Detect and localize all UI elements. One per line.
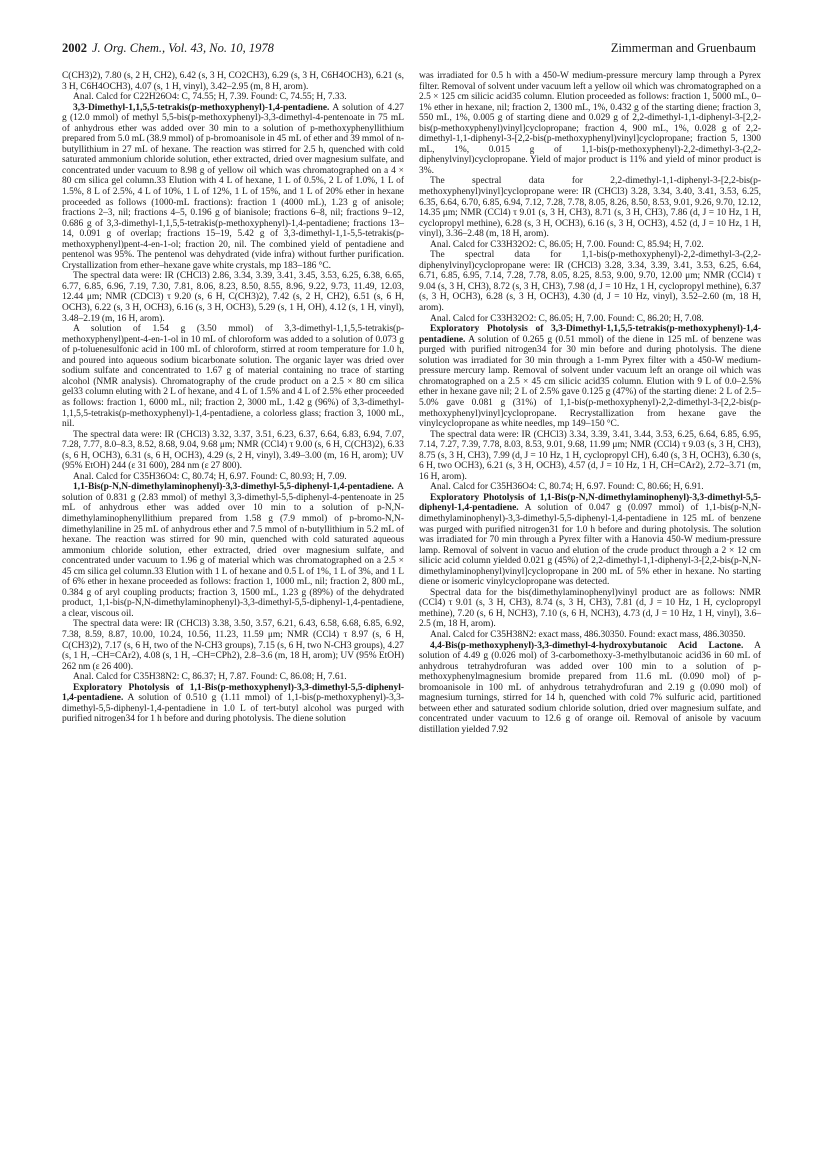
- paragraph-text: C(CH3)2), 7.80 (s, 2 H, CH2), 6.42 (s, 3 H, CO2CH3), 6.29 (s, 3 H, C6H4OCH3), 6.21 (s, 3 H, C6H4OCH3), 4.07 (s, 1 H, vinyl), 3.42–2.95 (m, 8 H, arom).: [62, 71, 404, 92]
- paragraph-text: Anal. Calcd for C35H38N2: exact mass, 486.30350. Found: exact mass, 486.30350.: [430, 629, 746, 640]
- paragraph: [419, 493, 761, 588]
- paragraph-text: A solution of 0.265 g (0.51 mmol) of the diene in 125 mL of benzene was purged with purified nitrogen34 for 30 min before and during photolysis. The diene solution was irradiated for 30 min through a 1-mm Pyrex filter with a 450-W medium-pressure mercury lamp. Removal of solvent under vacuum left an orange oil which was chromatographed on a 2.5 × 45 cm silicic acid35 column. Elution with 9 L of 0.0–2.5% ether in hexane gave nil; 2 L of 2.5% gave 0.125 g (47%) of the starting diene: 2 L of 2.5–5.0% gave 0.081 g (31%) of 1,1-bis(p-methoxyphenyl)-2,2-dimethyl-3-[2,2-bis(p-methoxyphenyl)vinyl]cyclopropane. Recrystallization from hexane gave the vinylcyclopropane as white needles, mp 149–150 °C.: [419, 334, 761, 430]
- paragraph: [419, 430, 761, 483]
- paragraph: [419, 250, 761, 313]
- paragraph-text: A solution of 1.54 g (3.50 mmol) of 3,3-dimethyl-1,1,5,5-tetrakis(p-methoxyphenyl)pent-4-en-1-ol in 10 mL of chloroform was added to a solution of 0.073 g of p-toluenesulfonic acid in 100 mL of chloroform, stirred at room temperature for 1.0 h, and poured into aqueous sodium bicarbonate solution. The organic layer was dried over sodium sulfate and concentrated to 1.67 g of material containing no trace of starting alcohol (NMR analysis). Chromatography of the crude product on a 2.5 × 80 cm silica gel33 column eluting with 2 L of hexane, and 4 L of 1.5% and 4 L of 2.5% ether proceeded as follows: fraction 1, 6000 mL, nil; fraction 2, 3000 mL, 1.42 g (96%) of 3,3-dimethyl-1,1,5,5-tetrakis(p-methoxyphenyl)-1,4-pentadiene, a colorless glass; fraction 3, 1000 mL, nil.: [62, 324, 404, 430]
- paragraph-text: A solution of 4.27 g (12.0 mmol) of methyl 5,5-bis(p-methoxyphenyl)-3,3-dimethyl-4-pentenoate in 75 mL of anhydrous ether was added over 30 min to a solution of p-methoxyphenyllithium prepared from 5.0 mL (38.9 mmol) of p-bromoanisole in 45 mL of ether and 39 mmol of n-butyllithium in 27 mL of hexane. The reaction was stirred for 2.5 h, quenched with cold saturated ammonium chloride solution, ether extracted, dried over magnesium sulfate, and concentrated under vacuum to 8.98 g of yellow oil which was chromatographed on a 4 × 80 cm silica gel column.33 Elution with 4 L of hexane, 1 L of 0.5%, 2 L of 1.0%, 1 L of 1.5%, 8 L of 2.5%, 4 L of 10%, 1 L of 12%, 1 L of 15%, and 1 L of 20% ether in hexane proceeded as follows (1000-mL fractions): fraction 1 (4000 mL), 1.23 g of anisole; fractions 2–3, nil; fractions 4–5, 0.196 g of bianisole; fractions 6–8, nil; fractions 9–12, 0.686 g of 3,3-dimethyl-1,1,5,5-tetrakis(p-methoxyphenyl)-1,4-pentadiene; fractions 13–14, 0.091 g of overlap; fractions 15–19, 5.42 g of 3,3-dimethyl-1,1-5,5-tetrakis(p-methoxyphenyl)pent-4-en-1-ol; fraction 20, nil. The combined yield of pentadiene and pentenol was 95%. The pentenol was dehydrated (vide infra) without further purification. Crystallization from ether–hexane gave white crystals, mp 183–186 °C.: [62, 102, 404, 271]
- paragraph-text: Anal. Calcd for C35H38N2: C, 86.37; H, 7.87. Found: C, 86.08; H, 7.61.: [73, 672, 347, 683]
- paragraph: [62, 619, 404, 672]
- paragraph: [62, 271, 404, 324]
- paragraph: [419, 71, 761, 176]
- running-authors: Zimmerman and Gruenbaum: [610, 41, 756, 55]
- paragraph-text: Anal. Calcd for C22H26O4: C, 74.55; H, 7.39. Found: C, 74.55; H, 7.33.: [73, 92, 347, 103]
- paragraph-text: The spectral data were: IR (CHCl3) 3.38, 3.50, 3.57, 6.21, 6.43, 6.58, 6.68, 6.85, 6.92, 7.38, 8.59, 8.87, 10.00, 10.24, 10.56, 11.23, 11.59 μm; NMR (CCl4) τ 8.97 (s, 6 H, C(CH3)2), 7.17 (s, 6 H, two of the N-CH3 groups), 7.15 (s, 6 H, two N-CH3 groups), 4.27 (s, 1 H, –CH=CAr2), 4.08 (s, 1 H, –CH=CPh2), 2.8–3.6 (m, 18 H, arom); UV (95% EtOH) 262 nm (ε 26 400).: [62, 619, 404, 672]
- paragraph: [419, 641, 761, 736]
- paragraph-text: The spectral data for 2,2-dimethyl-1,1-diphenyl-3-[2,2-bis(p-methoxyphenyl)vinyl]cyclopropane were: IR (CHCl3) 3.28, 3.34, 3.40, 3.41, 3.53, 6.25, 6.35, 6.64, 6.70, 6.85, 6.94, 7.12, 7.28, 7.78, 8.05, 8.26, 8.50, 8.53, 9.01, 9.26, 9.70, 12.12, 14.35 μm; NMR (CCl4) τ 9.01 (s, 3 H, CH3), 8.71 (s, 3 H, CH3), 7.86 (d, J = 10 Hz, 1 H, cyclopropyl methine), 6.28 (s, 3 H, OCH3), 6.16 (s, 3 H, OCH3), 4.52 (d, J = 10 Hz, 1 H, vinyl), 3.36–2.48 (m, 18 H, arom).: [419, 176, 761, 240]
- right-column: [419, 71, 761, 735]
- paragraph-text: The spectral data were: IR (CHCl3) 2.86, 3.34, 3.39, 3.41, 3.45, 3.53, 6.25, 6.38, 6.65, 6.77, 6.85, 6.96, 7.19, 7.30, 7.81, 8.06, 8.23, 8.50, 8.55, 8.96, 9.22, 9.73, 11.49, 12.03, 12.44 μm; NMR (CDCl3) τ 9.20 (s, 6 H, C(CH3)2), 7.42 (s, 2 H, CH2), 6.51 (s, 6 H, OCH3), 6.22 (s, 3 H, OCH3), 6.16 (s, 3 H, OCH3), 5.29 (s, 1 H, OH), 4.12 (s, 1 H, vinyl), 3.48–2.19 (m, 16 H, arom).: [62, 271, 404, 324]
- paragraph: [62, 71, 404, 92]
- paragraph-text: Anal. Calcd for C33H32O2: C, 86.05; H, 7.00. Found: C, 86.20; H, 7.08.: [430, 313, 704, 324]
- paragraph: [62, 482, 404, 619]
- paragraph-text: A solution of 0.831 g (2.83 mmol) of methyl 3,3-dimethyl-5,5-diphenyl-4-pentenoate in 25 mL of anhydrous ether was added over 10 min to a solution of p-N,N-dimethylaminophenyllithium prepared from 1.58 g (7.9 mmol) of p-bromo-N,N-dimethylaniline in 25 mL of anhydrous ether and 7.5 mmol of n-butyllithium in 5.2 mL of hexane. The reaction was stirred for 90 min, quenched with cold saturated aqueous ammonium chloride solution, ether extracted, dried over magnesium sulfate, and concentrated under vacuum to 1.96 g of material which was chromatographed on a 2.5 × 45 cm silica gel column.33 Elution with 1 L of hexane and 0.5 L of 1%, 1 L of 3%, and 1 L of 6% ether in hexane proceeded as follows: fraction 1, 1000 mL, nil; fraction 2, 800 mL, 0.384 g of aryl coupling products; fraction 3, 1500 mL, 1.23 g (89%) of the dehydrated product, 1,1-bis(p-N,N-dimethylaminophenyl)-3,3-dimethyl-5,5-diphenyl-1,4-pentadiene, a clear, viscous oil.: [62, 482, 404, 619]
- paragraph: [62, 324, 404, 429]
- paragraph-text: A solution of 4.49 g (0.026 mol) of 3-carbomethoxy-3-methylbutanoic acid36 in 60 mL of anhydrous tetrahydrofuran was added over 100 min to a solution of p-methoxyphenylmagnesium bromide prepared from 11.6 mL (0.090 mol) of p-bromoanisole in 100 mL of anhydrous tetrahydrofuran and 2.19 g (0.090 mol) of magnesium turnings, stirred for 14 h, quenched with cold 7% sulfuric acid, partitioned between ether and saturated sodium chloride solution, dried over magnesium sulfate, and concentrated under vacuum to 12.6 g of orange oil. Removal of anisole by vacuum distillation yielded 7.92: [419, 640, 761, 735]
- paragraph-text: The spectral data for 1,1-bis(p-methoxyphenyl)-2,2-dimethyl-3-(2,2-diphenylvinyl)cyclopropane were: IR (CHCl3) 3.28, 3.34, 3.39, 3.41, 3.53, 6.25, 6.64, 6.71, 6.85, 6.95, 7.14, 7.28, 7.78, 8.05, 8.25, 8.53, 9.00, 9.70, 12.00 μm; NMR (CCl4) τ 9.04 (s, 3 H, CH3), 8.72 (s, 3 H, CH3), 7.98 (d, J = 10 Hz, 1 H, cyclopropyl methine), 6.37 (s, 3 H, OCH3), 6.28 (s, 3 H, OCH3), 4.30 (d, J = 10 Hz, vinyl), 3.52–2.60 (m, 18 H, arom).: [419, 250, 761, 314]
- paragraph-heading: Exploratory Photolysis of 3,3-Dimethyl-1,1,5,5-tetrakis(p-methoxyphenyl)-1,4-pentadiene.: [419, 324, 761, 345]
- paragraph-text: Anal. Calcd for C35H36O4: C, 80.74; H, 6.97. Found: C, 80.93; H, 7.09.: [73, 471, 347, 482]
- paragraph-text: The spectral data were: IR (CHCl3) 3.32, 3.37, 3.51, 6.23, 6.37, 6.64, 6.83, 6.94, 7.07, 7.28, 7.77, 8.0–8.3, 8.52, 8.68, 9.04, 9.68 μm; NMR (CCl4) τ 9.00 (s, 6 H, C(CH3)2), 6.33 (s, 6 H, OCH3), 6.31 (s, 6 H, OCH3), 4.29 (s, 2 H, vinyl), 3.49–3.00 (m, 16 H, arom); UV (95% EtOH) 244 (ε 31 600), 284 nm (ε 27 800).: [62, 429, 404, 472]
- paragraph: [62, 683, 404, 725]
- paragraph: [419, 630, 761, 641]
- page-number: 2002: [62, 41, 87, 55]
- paragraph-heading: 4,4-Bis(p-methoxyphenyl)-3,3-dimethyl-4-hydroxybutanoic Acid Lactone.: [430, 640, 744, 651]
- paragraph-heading: 1,1-Bis(p-N,N-dimethylaminophenyl)-3,3-dimethyl-5,5-diphenyl-1,4-pentadiene.: [73, 482, 394, 493]
- paragraph-text: A solution of 0.510 g (1.11 mmol) of 1,1-bis(p-methoxyphenyl)-3,3-dimethyl-5,5-diphenyl-1,4-pentadiene in 1.0 L of tert-butyl alcohol was purged with purified nitrogen34 for 1 h before and during photolysis. The diene solution: [62, 693, 405, 725]
- page-header: [62, 40, 756, 56]
- left-column: [62, 71, 404, 725]
- paragraph-text: The spectral data were: IR (CHCl3) 3.34, 3.39, 3.41, 3.44, 3.53, 6.25, 6.64, 6.85, 6.95, 7.14, 7.27, 7.39, 7.78, 8.03, 8.53, 9.01, 9.68, 11.99 μm; NMR (CCl4) τ 9.03 (s, 3 H, CH3), 8.75 (s, 3 H, CH3), 7.99 (d, J = 10 Hz, 1 H, cyclopropyl CH), 6.40 (s, 3 H, OCH3), 6.30 (s, 6 H, two OCH3), 6.21 (s, 3 H, OCH3), 4.57 (d, J = 10 Hz, 1 H, CH=CAr2), 2.72–3.71 (m, 16 H, arom).: [419, 429, 761, 482]
- paragraph: [419, 482, 761, 493]
- paragraph-heading: Exploratory Photolysis of 1,1-Bis(p-methoxyphenyl)-3,3-dimethyl-5,5-diphenyl-1,4-pentadiene.: [62, 682, 404, 704]
- paragraph: [419, 588, 761, 630]
- paragraph: [62, 92, 404, 103]
- paragraph: [62, 472, 404, 483]
- paragraph-text: Anal. Calcd for C35H36O4: C, 80.74; H, 6.97. Found: C, 80.66; H, 6.91.: [430, 482, 704, 493]
- paragraph: [62, 430, 404, 472]
- paragraph-text: was irradiated for 0.5 h with a 450-W medium-pressure mercury lamp through a Pyrex filter. Removal of solvent under vacuum left a yellow oil which was chromatographed on a 2.5 × 125 cm silicic acid35 column. Elution proceeded as follows: fraction 1, 5000 mL, 0–1% ether in hexane, nil; fraction 2, 1300 mL, 1%, 0.432 g of the starting diene; fraction 3, 550 mL, 1%, 0.005 g of starting diene and 0.029 g of 2,2-dimethyl-1,1-diphenyl-3-[2,2-bis(p-methoxyphenyl)vinyl]cyclopropane; fraction 4, 900 mL, 1%, 0.028 g of 2,2-dimethyl-1,1-diphenyl-3-[2,2-bis(p-methoxyphenyl)vinyl]cyclopropane; fraction 5, 1300 mL, 1%, 0.015 g of 1,1-bis(p-methoxyphenyl)-2,2-dimethyl-3-(2,2-diphenylvinyl)cyclopropane. Yield of major product is 11% and yield of minor product is 3%.: [419, 71, 761, 176]
- paragraph: [62, 672, 404, 683]
- paragraph-text: A solution of 0.047 g (0.097 mmol) of 1,1-bis(p-N,N-dimethylaminophenyl)-3,3-dimethyl-5,5-diphenyl-1,4-pentadiene in 125 mL of benzene was purged with purified nitrogen31 for 1.0 h before and during photolysis. The solution was irradiated for 70 min through a Pyrex filter with a Hanovia 450-W medium-pressure lamp. Removal of solvent in vacuo and elution of the crude product through a 2 × 12 cm silicic acid column yielded 0.021 g (45%) of 2,2-dimethyl-1,1-diphenyl-3-[2,2-bis(p-N,N-dimethylaminophenyl)vinyl]cyclopropane in 200 mL of 5% ether in hexane. No starting diene or isomeric vinylcyclopropane was detected.: [419, 503, 762, 588]
- paragraph: [419, 176, 761, 239]
- paragraph-heading: 3,3-Dimethyl-1,1,5,5-tetrakis(p-methoxyphenyl)-1,4-pentadiene.: [73, 102, 330, 113]
- paragraph-heading: Exploratory Photolysis of 1,1-Bis(p-N,N-dimethylaminophenyl)-3,3-dimethyl-5,5-diphenyl-1,4-pentadiene.: [419, 492, 761, 514]
- paragraph-text: Spectral data for the bis(dimethylaminophenyl)vinyl product are as follows: NMR (CCl4) τ 9.01 (s, 3 H, CH3), 8.74 (s, 3 H, CH3), 7.81 (d, J = 10 Hz, 1 H, cyclopropyl methine), 7.20 (s, 6 H, NCH3), 7.10 (s, 6 H, NCH3), 4.73 (d, J = 10 Hz, 1 H, vinyl), 3.6–2.5 (m, 18 H, arom).: [419, 587, 761, 630]
- paragraph-text: Anal. Calcd for C33H32O2: C, 86.05; H, 7.00. Found: C, 85.94; H, 7.02.: [430, 239, 704, 250]
- paragraph: [419, 324, 761, 429]
- paragraph: [62, 103, 404, 272]
- paragraph: [419, 240, 761, 251]
- paragraph: [419, 314, 761, 325]
- journal-citation: J. Org. Chem., Vol. 43, No. 10, 1978: [92, 41, 274, 55]
